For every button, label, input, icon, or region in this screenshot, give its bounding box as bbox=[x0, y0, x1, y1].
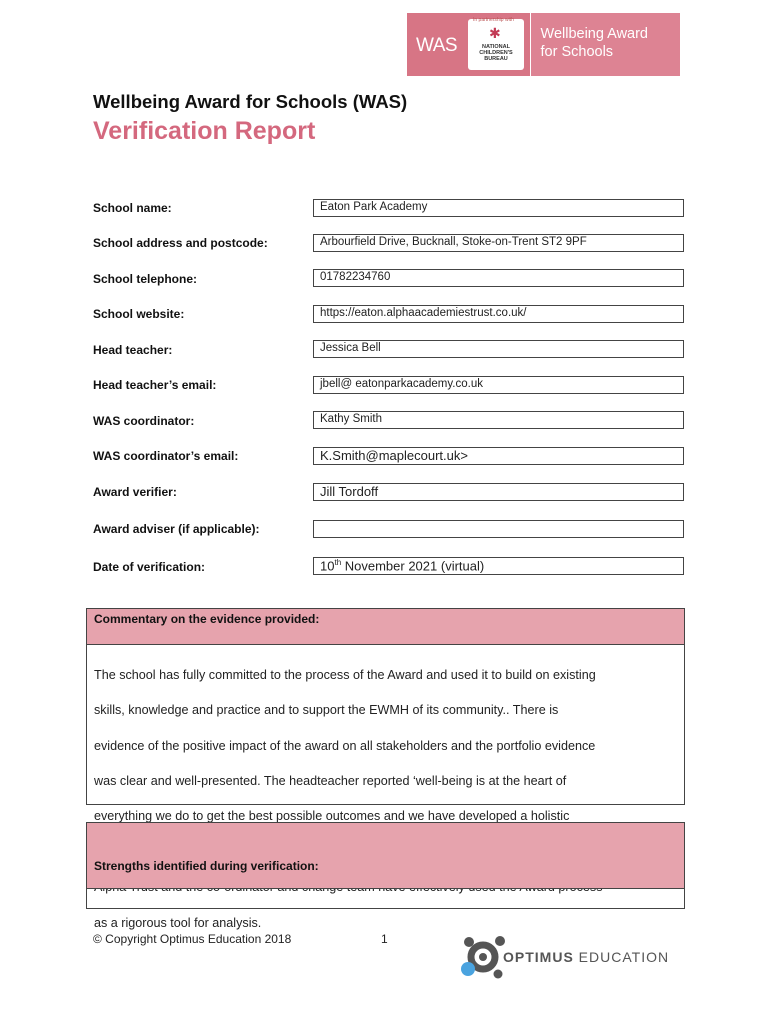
was-logo bbox=[407, 13, 530, 76]
award-adviser-label: Award adviser (if applicable): bbox=[93, 522, 260, 536]
date-of-verification-field[interactable] bbox=[313, 557, 684, 575]
award-logo-line1: Wellbeing Award bbox=[540, 26, 648, 42]
school-website-field[interactable]: https://eaton.alphaacademiestrust.co.uk/ bbox=[313, 305, 684, 323]
document-title: Wellbeing Award for Schools (WAS) bbox=[93, 91, 408, 112]
document-subtitle: Verification Report bbox=[93, 117, 316, 145]
optimus-logo-text bbox=[503, 949, 669, 965]
date-day: 10 bbox=[320, 558, 335, 574]
head-teacher-label: Head teacher: bbox=[93, 343, 173, 357]
award-verifier-label: Award verifier: bbox=[93, 485, 177, 499]
commentary-heading: Commentary on the evidence provided: bbox=[87, 609, 684, 644]
award-verifier-field[interactable]: Jill Tordoff bbox=[313, 483, 684, 501]
head-teacher-field[interactable]: Jessica Bell bbox=[313, 340, 684, 358]
strengths-heading: Strengths identified during verification: bbox=[87, 823, 684, 889]
date-of-verification-label: Date of verification: bbox=[93, 560, 206, 574]
partnership-text: In partnership with bbox=[473, 17, 514, 23]
school-name-field[interactable]: Eaton Park Academy bbox=[313, 199, 684, 217]
was-logo-text: WAS bbox=[416, 35, 458, 56]
school-telephone-label: School telephone: bbox=[93, 272, 198, 286]
commentary-line: everything we do to get the best possible outcomes and we have developed a holistic bbox=[94, 809, 570, 824]
commentary-line: was clear and well-presented. The headteacher reported ‘well-being is at the heart of bbox=[94, 773, 567, 788]
was-coordinator-email-field[interactable]: K.Smith@maplecourt.uk> bbox=[313, 447, 684, 465]
date-ordinal: th bbox=[334, 558, 342, 567]
head-teacher-email-label: Head teacher’s email: bbox=[93, 378, 217, 392]
copyright-text: © Copyright Optimus Education 2018 bbox=[93, 932, 292, 946]
was-coordinator-field[interactable]: Kathy Smith bbox=[313, 411, 684, 429]
head-teacher-email-field[interactable]: jbell@ eatonparkacademy.co.uk bbox=[313, 376, 684, 394]
strengths-text-area[interactable] bbox=[87, 889, 684, 908]
ncb-star-icon: ✱ bbox=[489, 25, 501, 41]
header-logos bbox=[407, 13, 680, 76]
school-address-label: School address and postcode: bbox=[93, 236, 268, 250]
date-rest: November 2021 (virtual) bbox=[341, 558, 485, 574]
ncb-logo-text: NATIONAL CHILDREN'S BUREAU bbox=[479, 44, 513, 62]
commentary-line: The school has fully committed to the process of the Award and used it to build on existing bbox=[94, 667, 596, 682]
school-website-label: School website: bbox=[93, 307, 185, 321]
page-number: 1 bbox=[381, 932, 388, 946]
award-adviser-field[interactable] bbox=[313, 520, 684, 538]
school-address-field[interactable]: Arbourfield Drive, Bucknall, Stoke-on-Trent ST2 9PF bbox=[313, 234, 684, 252]
was-coordinator-email-label: WAS coordinator’s email: bbox=[93, 449, 239, 463]
school-name-label: School name: bbox=[93, 201, 172, 215]
optimus-logo-light: EDUCATION bbox=[578, 949, 670, 965]
award-logo-line2: for Schools bbox=[540, 44, 614, 60]
was-coordinator-label: WAS coordinator: bbox=[93, 414, 195, 428]
award-logo-box bbox=[531, 13, 680, 76]
commentary-line: as a rigorous tool for analysis. bbox=[94, 915, 262, 930]
commentary-line: skills, knowledge and practice and to support the EWMH of its community.. There is bbox=[94, 703, 559, 718]
school-telephone-field[interactable]: 01782234760 bbox=[313, 269, 684, 287]
commentary-line: evidence of the positive impact of the award on all stakeholders and the portfolio evidence bbox=[94, 738, 596, 753]
optimus-logo-bold: OPTIMUS bbox=[503, 949, 574, 965]
strengths-panel bbox=[86, 822, 685, 909]
